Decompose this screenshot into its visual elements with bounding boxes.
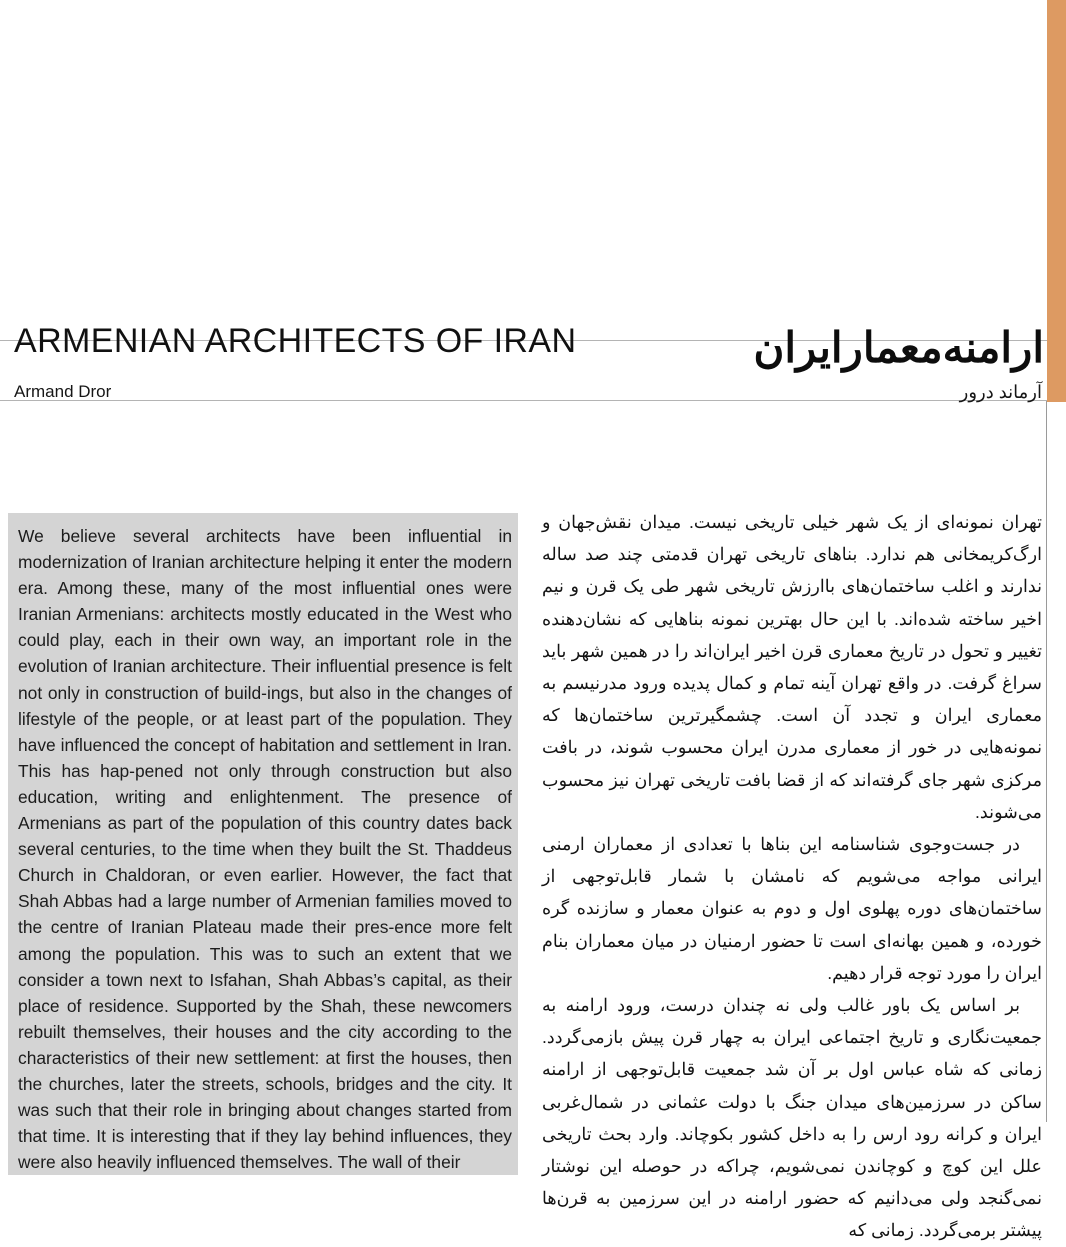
right-vertical-rule [1046, 400, 1047, 1122]
page-title-persian: ارامنه‌معمارایران [753, 324, 1044, 372]
page-title-english: ARMENIAN ARCHITECTS OF IRAN [14, 321, 577, 360]
persian-paragraph-2: در جست‌وجوی شناسنامه این بناها با تعدادی از معماران ارمنی ایرانی مواجه می‌شویم که نامشان با شمار قابل‌توجهی از ساختمان‌های دوره پهلوی اول و دوم به عنوان معمار و سازنده گره خورده، و همین بهانه‌ای است تا حضور ارمنیان در میان معماران بنام ایران را مورد توجه قرار دهیم. [542, 834, 1042, 983]
author-name-english: Armand Dror [14, 382, 112, 401]
persian-paragraph-3: بر اساس یک باور غالب ولی نه چندان درست، ورود ارامنه به جمعیت‌نگاری و تاریخ اجتماعی ایران به چهار قرن پیش بازمی‌گردد. زمانی که شاه عباس اول بر آن شد جمعیت قابل‌توجهی از ارامنه ساکن در سرزمین‌های میدان جنگ با دولت عثمانی در شمال‌غربی ایران و کرانه رود ارس را به داخل کشور بکوچاند. وارد بحث تاریخی علل این کوچ و کوچاندن نمی‌شویم، چراکه در حوصله این نوشتار نمی‌گنجد ولی می‌دانیم که حضور ارامنه در این سرزمین به قرن‌ها پیشتر برمی‌گردد. زمانی که [542, 995, 1042, 1241]
english-text-column [8, 513, 518, 1175]
author-divider-rule [0, 400, 1047, 401]
english-body-paragraph: We believe several architects have been influential in modernization of Iranian architecture helping it enter the modern era. Among these, many of the most influential ones were Iranian Armenians: architects mostly educated in the West who could play, each in their own way, an important role in the evolution of Iranian architecture. Their influential presence is felt not only in construction of build-ings, but also in the changes of lifestyle of the people, or at least part of the population. They have influenced the concept of habitation and settlement in Iran. This has hap-pened not only through construction but also education, writing and enlightenment. The presence of Armenians as part of the population of this country dates back several centuries, to the time when they built the St. Thaddeus Church in Chaldoran, or even earlier. However, the fact that Shah Abbas had a large number of Armenian families moved to the centre of Iranian Plateau made their pres-ence more felt among the population. This was to such an extent that we consider a town next to Isfahan, Shah Abbas’s capital, as their place of residence. Supported by the Shah, these newcomers rebuilt themselves, their houses and the city according to the characteristics of their new settlement: at first the houses, then the churches, later the streets, schools, bridges and the city. It was such that their role in bringing about changes started from that time. It is interesting that if they lay behind influences, they were also heavily influenced themselves. The wall of their [18, 526, 512, 1173]
page-header [0, 0, 1066, 410]
persian-paragraph-1: تهران نمونه‌ای از یک شهر خیلی تاریخی نیست. میدان نقش‌جهان و ارگ‌کریمخانی هم ندارد. بناهای تاریخی تهران قدمتی چند صد ساله ندارند و اغلب ساختمان‌های باارزش تاریخی شهر طی یک قرن و نیم اخیر ساخته شده‌اند. با این حال بهترین نمونه بناهایی که نشان‌دهنده تغییر و تحول در تاریخ معماری قرن اخیر ایران‌اند را در همین شهر باید سراغ گرفت. در واقع تهران آینه تمام و کمال پدیده ورود مدرنیسم به معماری ایران و تجدد آن است. چشمگیرترین ساختمان‌ها که نمونه‌هایی در خور از معماری مدرن ایران محسوب شوند، در بافت مرکزی شهر جای گرفته‌اند که از قضا بافت تاریخی تهران نیز محسوب می‌شوند. [542, 512, 1042, 822]
persian-text-column [542, 506, 1042, 1247]
author-name-persian: آرماند درور [959, 382, 1042, 402]
